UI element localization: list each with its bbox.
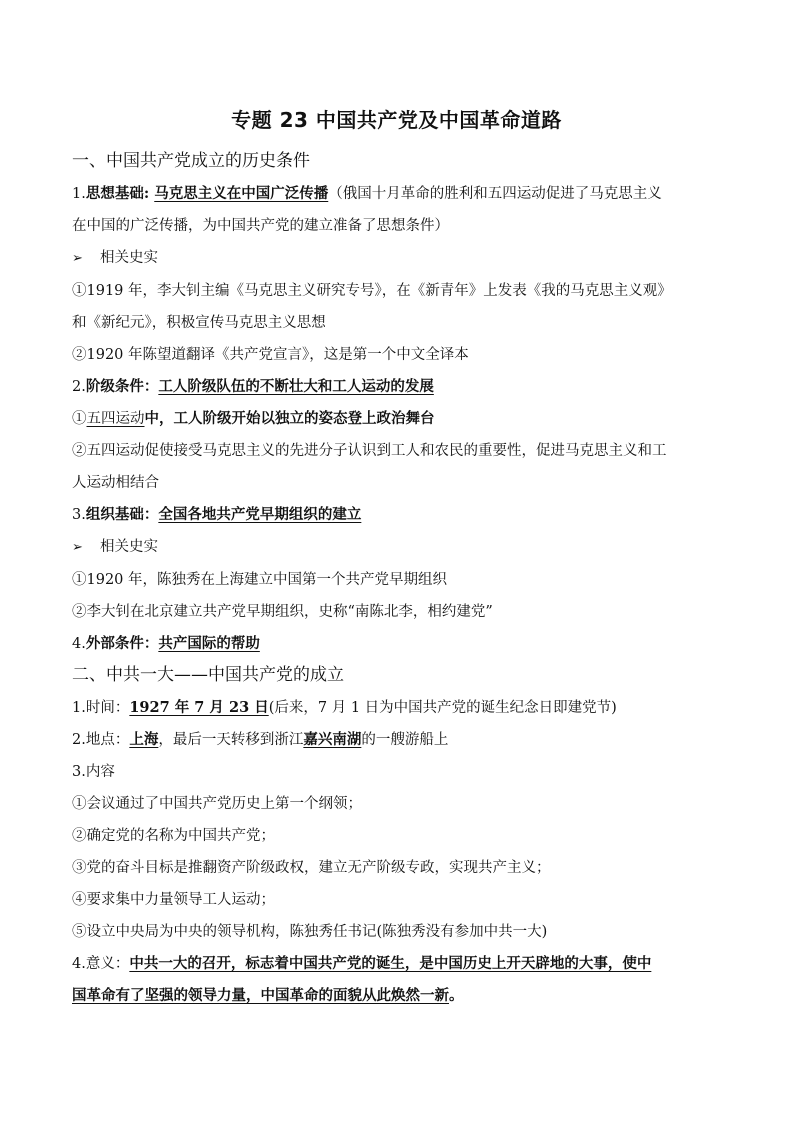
fact-line: ②五四运动促使接受马克思主义的先进分子认识到工人和农民的重要性，促进马克思主义和工 bbox=[72, 443, 667, 459]
item-label: 外部条件 bbox=[85, 635, 144, 652]
key-point: 中共一大的召开，标志着中国共产党的诞生，是中国历史上开天辟地的大事，使中 bbox=[129, 955, 652, 972]
paragraph-class-condition bbox=[72, 371, 722, 403]
item-label: 1.时间： bbox=[72, 700, 130, 716]
related-facts-header bbox=[72, 242, 722, 275]
paragraph-time bbox=[72, 692, 722, 724]
item-colon: ： bbox=[143, 378, 159, 395]
explanation: 的一艘游船上 bbox=[361, 732, 449, 748]
section-heading-1: 一、中国共产党成立的历史条件 bbox=[72, 151, 310, 171]
item-label: 阶级条件 bbox=[85, 378, 144, 395]
key-point: 1927 年 7 月 23 日 bbox=[129, 699, 269, 716]
content-item: ④要求集中力量领导工人运动； bbox=[72, 892, 275, 908]
item-label: 组织基础 bbox=[85, 506, 144, 523]
paragraph-significance-cont bbox=[72, 980, 722, 1012]
circled-number: ① bbox=[72, 411, 87, 427]
arrow-bullet-icon: ➢ bbox=[72, 540, 83, 555]
explanation: (后来，7 月 1 日为中国共产党的诞生纪念日即建党节) bbox=[268, 700, 617, 716]
fact-line-cont: 和《新纪元》，积极宣传马克思主义思想 bbox=[72, 315, 326, 331]
item-number: 2. bbox=[72, 379, 86, 395]
period: 。 bbox=[449, 987, 464, 1004]
key-point: 嘉兴南湖 bbox=[303, 731, 362, 748]
key-point: 中，工人阶级开始以独立的姿态登上政治舞台 bbox=[144, 410, 435, 427]
item-colon: ： bbox=[143, 635, 159, 652]
paragraph-location bbox=[72, 724, 722, 756]
explanation: （俄国十月革命的胜利和五四运动促进了马克思主义 bbox=[328, 186, 662, 202]
page-title: 专题 23 中国共产党及中国革命道路 bbox=[231, 108, 562, 132]
item-label: 2.地点： bbox=[72, 732, 130, 748]
explanation: ，最后一天转移到浙江 bbox=[158, 732, 304, 748]
fact-line: ②李大钊在北京建立共产党早期组织，史称“南陈北李，相约建党” bbox=[72, 604, 493, 620]
item-number: 4. bbox=[72, 636, 86, 652]
section-heading-2: 二、中共一大——中国共产党的成立 bbox=[72, 665, 344, 685]
paragraph-content-label: 3.内容 bbox=[72, 764, 115, 780]
related-facts-label: 相关史实 bbox=[100, 250, 158, 266]
related-facts-header bbox=[72, 531, 722, 564]
fact-line-cont: 人运动相结合 bbox=[72, 475, 159, 491]
document-body bbox=[72, 146, 722, 1012]
content-item: ③党的奋斗目标是推翻资产阶级政权，建立无产阶级专政，实现共产主义； bbox=[72, 860, 551, 876]
fact-line: ①1919 年，李大钊主编《马克思主义研究专号》，在《新青年》上发表《我的马克思主义观》 bbox=[72, 283, 672, 299]
paragraph-ideological-basis bbox=[72, 178, 722, 210]
fact-line: ①1920 年，陈独秀在上海建立中国第一个共产党早期组织 bbox=[72, 572, 448, 588]
key-point: 上海 bbox=[129, 731, 159, 748]
key-point: 国革命有了坚强的领导力量，中国革命的面貌从此焕然一新 bbox=[72, 987, 449, 1004]
fact-line: ②1920 年陈望道翻译《共产党宣言》，这是第一个中文全译本 bbox=[72, 347, 469, 363]
paragraph-significance bbox=[72, 948, 722, 980]
paragraph-organizational-basis bbox=[72, 499, 722, 531]
key-point: 共产国际的帮助 bbox=[158, 635, 260, 652]
item-number: 3. bbox=[72, 507, 86, 523]
content-item: ①会议通过了中国共产党历史上第一个纲领； bbox=[72, 796, 362, 812]
key-point: 全国各地共产党早期组织的建立 bbox=[158, 506, 362, 523]
item-label: 思想基础 bbox=[85, 185, 144, 202]
key-point: 马克思主义在中国广泛传播 bbox=[154, 185, 329, 202]
item-number: 1. bbox=[72, 186, 86, 202]
key-point: 工人阶级队伍的不断壮大和工人运动的发展 bbox=[158, 378, 434, 395]
item-colon: ： bbox=[143, 506, 159, 523]
paragraph-external-condition bbox=[72, 628, 722, 660]
arrow-bullet-icon: ➢ bbox=[72, 251, 83, 266]
underlined-term: 五四运动 bbox=[86, 411, 145, 427]
content-item: ⑤设立中央局为中央的领导机构，陈独秀任书记(陈独秀没有参加中共一大) bbox=[72, 924, 548, 940]
related-facts-label: 相关史实 bbox=[100, 539, 158, 555]
content-item: ②确定党的名称为中国共产党； bbox=[72, 828, 275, 844]
fact-line bbox=[72, 403, 722, 435]
item-colon: : bbox=[143, 185, 155, 202]
item-label: 4.意义： bbox=[72, 956, 130, 972]
paragraph-ideological-basis-cont: 在中国的广泛传播，为中国共产党的建立准备了思想条件） bbox=[72, 218, 449, 234]
